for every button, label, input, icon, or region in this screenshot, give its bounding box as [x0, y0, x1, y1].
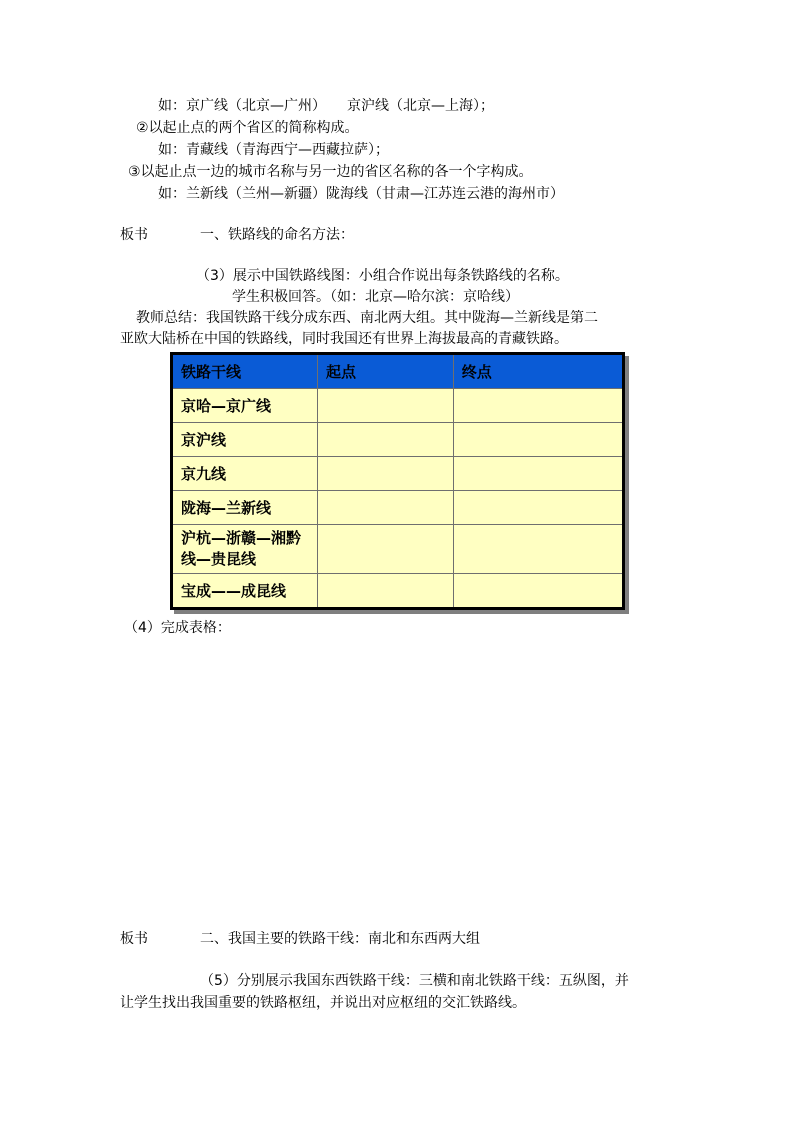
railway-name: 陇海—兰新线 [172, 491, 318, 525]
railway-name: 京九线 [172, 457, 318, 491]
table-header-row [172, 354, 624, 389]
start-cell[interactable] [317, 491, 453, 525]
end-cell[interactable] [453, 491, 623, 525]
step-5-line-2: 让学生找出我国重要的铁路枢纽，并说出对应枢纽的交汇铁路线。 [120, 995, 526, 1011]
step-5-line-1: （5）分别展示我国东西铁路干线：三横和南北铁路干线：五纵图，并 [200, 973, 629, 989]
railway-name [172, 525, 318, 574]
start-cell[interactable] [317, 389, 453, 423]
railway-name: 宝成——成昆线 [172, 574, 318, 609]
example-line-2: 如：青藏线（青海西宁—西藏拉萨）； [158, 142, 389, 158]
example-line-3: 如：兰新线（兰州—新疆）陇海线（甘肃—江苏连云港的海州市） [158, 186, 564, 202]
railway-name: 京哈—京广线 [172, 389, 318, 423]
end-cell[interactable] [453, 457, 623, 491]
start-cell[interactable] [317, 525, 453, 574]
start-cell[interactable] [317, 423, 453, 457]
end-cell[interactable] [453, 423, 623, 457]
rule-3: ③以起止点一边的城市名称与另一边的省区名称的各一个字构成。 [128, 164, 533, 180]
header-start: 起点 [317, 354, 453, 389]
step-3: （3）展示中国铁路线图：小组合作说出每条铁路线的名称。 [196, 268, 569, 284]
start-cell[interactable] [317, 457, 453, 491]
board-label-1: 板书 [120, 227, 148, 243]
end-cell[interactable] [453, 574, 623, 609]
railway-table [170, 352, 625, 610]
table-row [172, 457, 624, 491]
step-4: （4）完成表格： [124, 620, 231, 636]
board-heading-2: 二、我国主要的铁路干线：南北和东西两大组 [200, 931, 480, 947]
board-heading-1: 一、铁路线的命名方法： [200, 227, 354, 243]
table-row [172, 389, 624, 423]
table-row [172, 574, 624, 609]
start-cell[interactable] [317, 574, 453, 609]
summary-line-1: 教师总结：我国铁路干线分成东西、南北两大组。其中陇海—兰新线是第二 [136, 310, 598, 326]
table-row [172, 423, 624, 457]
railway-name-text: 沪杭—浙赣—湘黔线—贵昆线 [181, 529, 302, 568]
end-cell[interactable] [453, 525, 623, 574]
summary-line-2: 亚欧大陆桥在中国的铁路线，同时我国还有世界上海拔最高的青藏铁路。 [120, 331, 568, 347]
end-cell[interactable] [453, 389, 623, 423]
table-row [172, 491, 624, 525]
example-line-1: 如：京广线（北京—广州） 京沪线（北京—上海）； [158, 98, 494, 114]
header-railway: 铁路干线 [172, 354, 318, 389]
step-3-answer: 学生积极回答。（如：北京—哈尔滨：京哈线） [232, 289, 519, 305]
board-label-2: 板书 [120, 931, 148, 947]
rule-2: ②以起止点的两个省区的简称构成。 [136, 120, 359, 136]
header-end: 终点 [453, 354, 623, 389]
table-row [172, 525, 624, 574]
railway-name: 京沪线 [172, 423, 318, 457]
